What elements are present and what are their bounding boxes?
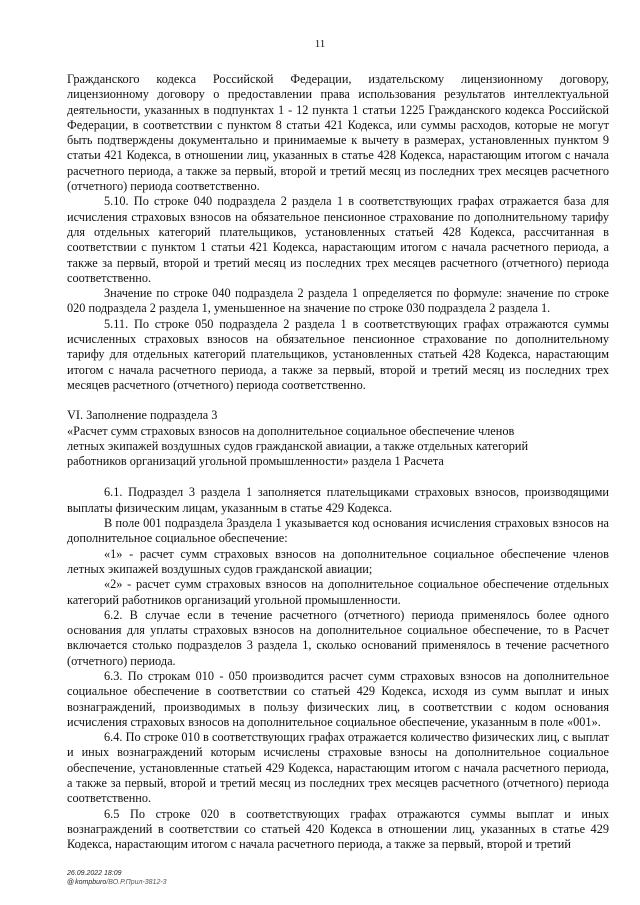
paragraph-6-4: 6.4. По строке 010 в соответствующих графах отражается количество физических лиц, с выплат и иных вознаграждений которым исчислены страховые взносы на дополнительное социальное обеспечение, установленные статьей 429 Кодекса, нарастающим итогом с начала расчетного периода, а также за первый, второй и третий месяц из последних трех месяцев расчетного (отчетного) периода соответственно.: [67, 730, 609, 806]
page-number: 11: [314, 38, 326, 50]
paragraph-6-2: 6.2. В случае если в течение расчетного (отчетного) периода применялось более одного основания для уплаты страховых взносов на дополнительное социальное обеспечение, то в Расчет включается столько подразделов 3 раздела 1, сколько оснований применялось в течение расчетного (отчетного) периода.: [67, 607, 609, 668]
footer-date: 26.09.2022 18:09: [67, 870, 122, 877]
section-title: VI. Заполнение подраздела 3: [67, 408, 218, 423]
footer-user: kompburo: [75, 879, 107, 886]
footer-ref: /ВО.Р.Прил-3812-3: [106, 879, 167, 886]
paragraph-code-2: «2» - расчет сумм страховых взносов на дополнительное социальное обеспечение отдельных категорий работников организаций угольной промышленности.: [67, 577, 609, 607]
paragraph-6-3: 6.3. По строкам 010 - 050 производится расчет сумм страховых взносов на дополнительное социальное обеспечение в соответствии со статьей 429 Кодекса, исходя из сумм выплат и иных вознаграждений, производимых в пользу физических лиц, в соответствии с кодом основания исчисления страховых взносов на дополнительное социальное обеспечение, указанным в поле «001».: [67, 668, 609, 729]
section-subtitle-line-2: летных экипажей воздушных судов гражданской авиации, а также отдельных категорий: [67, 438, 529, 453]
at-sign-icon: @: [67, 879, 75, 886]
paragraph-field-001: В поле 001 подраздела 3раздела 1 указывается код основания исчисления страховых взносов на дополнительное социальное обеспечение:: [67, 516, 609, 546]
paragraph-5-11: 5.11. По строке 050 подраздела 2 раздела 1 в соответствующих графах отражаются суммы исчисленных страховых взносов на обязательное пенсионное страхование по дополнительному тарифу для отдельных категорий плательщиков, установленных статьей 428 Кодекса, нарастающим итогом с начала расчетного периода, а также за первый, второй и третий месяц из последних трех месяцев расчетного (отчетного) периода соответственно.: [67, 316, 609, 392]
section-subtitle-line-1: «Расчет сумм страховых взносов на дополнительное социальное обеспечение членов: [67, 423, 515, 438]
document-footer: [67, 869, 167, 887]
section-subtitle-line-3: работников организаций угольной промышленности» раздела 1 Расчета: [67, 454, 444, 469]
paragraph-6-1: 6.1. Подраздел 3 раздела 1 заполняется плательщиками страховых взносов, производящими выплаты физическим лицам, указанным в статье 429 Кодекса.: [67, 485, 609, 515]
paragraph-code-1: «1» - расчет сумм страховых взносов на дополнительное социальное обеспечение членов летных экипажей воздушных судов гражданской авиации;: [67, 546, 609, 576]
paragraph-formula: Значение по строке 040 подраздела 2 раздела 1 определяется по формуле: значение по строке 020 подраздела 2 раздела 1, уменьшенное на значение по строке 030 подраздела 2 раздела 1.: [67, 286, 609, 316]
paragraph-6-5: 6.5 По строке 020 в соответствующих графах отражаются суммы выплат и иных вознаграждений в соответствии со статьей 420 Кодекса в отношении лиц, указанных в статье 429 Кодекса, нарастающим итогом с начала расчетного периода, а также за первый, второй и третий: [67, 806, 609, 852]
footer-signature: [67, 878, 167, 887]
paragraph-5-10: 5.10. По строке 040 подраздела 2 раздела 1 в соответствующих графах отражается база для исчисления страховых взносов на обязательное пенсионное страхование по дополнительному тарифу для отдельных категорий плательщиков, установленных статьей 428 Кодекса, рассчитанная в соответствии с пунктом 1 статьи 421 Кодекса, нарастающим итогом с начала расчетного периода, а также за первый, второй и третий месяц из последних трех месяцев расчетного (отчетного) периода соответственно.: [67, 194, 609, 285]
document-body: [67, 72, 609, 853]
paragraph-continuation: Гражданского кодекса Российской Федерации, издательскому лицензионному договору, лицензионному договору о предоставлении права использования результатов интеллектуальной деятельности, указанных в подпунктах 1 - 12 пункта 1 статьи 1225 Гражданского кодекса Российской Федерации, в соответствии с пунктом 8 статьи 421 Кодекса, или суммы расходов, которые не могут быть подтверждены документально и принимаемые к вычету в размерах, установленных пунктом 9 статьи 421 Кодекса, в отношении лиц, указанных в статье 428 Кодекса, нарастающим итогом с начала расчетного периода, а также за первый, второй и третий месяц из последних трех месяцев расчетного (отчетного) периода соответственно.: [67, 72, 609, 194]
